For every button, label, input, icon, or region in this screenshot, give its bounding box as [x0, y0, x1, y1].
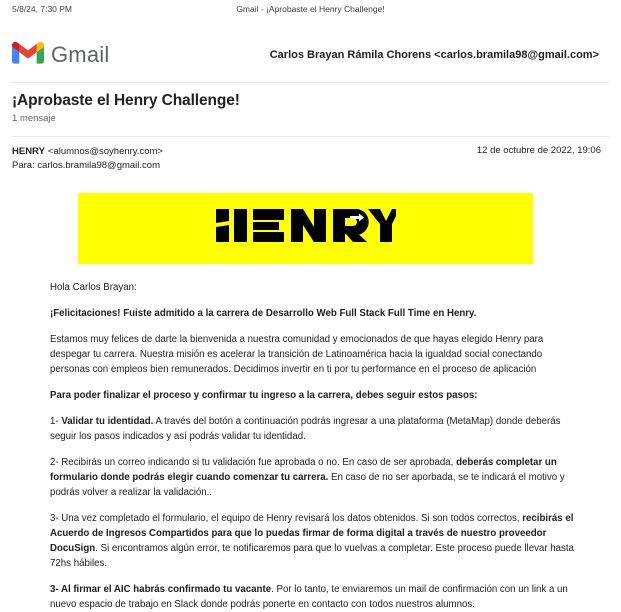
- step-3-pre: 3- Una vez completado el formulario, el equipo de Henry revisará los datos obtenidos. Si son todos correctos,: [50, 512, 523, 524]
- recipient-line: [12, 159, 163, 173]
- step-1-number: 1-: [50, 415, 62, 427]
- step-3-bold: recibirás el Acuerdo de Ingresos Compartidos para que lo puedas firmar de forma digital a través de nuestro proveedor DocuSign: [50, 512, 574, 554]
- recipient-email: carlos.bramila98@gmail.com: [37, 159, 160, 171]
- page-title: ¡Aprobaste el Henry Challenge!: [12, 92, 240, 109]
- print-timestamp: 5/8/24, 7:30 PM: [12, 4, 73, 14]
- step-1-bold: Validar tu identidad.: [61, 415, 154, 427]
- sender-email: <alumnos@soyhenry.com>: [47, 146, 163, 157]
- body-welcome: Estamos muy felices de darte la bienvenida a nuestra comunidad y emocionados de que hayas elegido Henry para despegar tu carrera. Nuestra misión es acelerar la transición de Latinoamérica hacia la igualdad social conectando personas con empleos bien remunerados. Decidimos invertir en ti por tu performance en el proceso de aplicación: [50, 333, 544, 375]
- body-greeting: Hola Carlos Brayan:: [50, 281, 137, 293]
- banner-wrap: [12, 173, 609, 264]
- email-body: [12, 280, 609, 612]
- step-1-rest: A través del botón a continuación podrás ingresar a una plataforma (MetaMap) donde deberás seguir los pasos indicados y así podrás validar tu identidad.: [50, 415, 561, 442]
- subject-block: [12, 83, 609, 130]
- step-4-number: 3-: [50, 584, 61, 595]
- step-2-bold: deberás completar un formulario donde podrás elegir cuando comenzar tu carrera.: [50, 456, 557, 483]
- step-4-bold: Al firmar el AIC habrás confirmado tu vacante: [60, 584, 272, 595]
- message-count: 1 mensaje: [12, 113, 56, 124]
- henry-banner: [78, 193, 533, 264]
- body-steps-intro: Para poder finalizar el proceso y confirmar tu ingreso a la carrera, debes seguir estos pasos:: [50, 389, 478, 401]
- sender-info: [12, 145, 163, 173]
- sender-line: [12, 145, 163, 159]
- brand-row: [12, 34, 609, 76]
- henry-logo-icon: [216, 205, 396, 252]
- gmail-wordmark: Gmail: [51, 42, 110, 67]
- body-step-3: [50, 511, 579, 571]
- print-document-title: Gmail - ¡Aprobaste el Henry Challenge!: [236, 4, 385, 14]
- step-2-pre: 2- Recibirás un correo indicando si tu validación fue aprobada o no. En caso de ser aprobada,: [50, 456, 457, 468]
- gmail-m-icon: [12, 40, 44, 70]
- sender-name: HENRY: [12, 146, 45, 157]
- step-3-post: . Si encontramos algún error, te notificaremos para que lo vuelvas a completar. Este proceso puede llevar hasta 72hs hábiles.: [50, 542, 574, 569]
- message-header: [12, 137, 609, 173]
- step-4-post: . Por lo tanto, te enviaremos un mail de confirmación con un link a un nuevo espacio de trabajo en Slack donde podrás ponerte en contacto con todos nuestros alumnos.: [50, 584, 568, 611]
- recipient-label: Para:: [12, 159, 35, 171]
- print-header: [12, 0, 609, 26]
- body-congrats: ¡Felicitaciones! Fuiste admitido a la carrera de Desarrollo Web Full Stack Full Time en Henry.: [50, 307, 477, 319]
- gmail-brand: [12, 40, 109, 70]
- account-identity: Carlos Brayan Rámila Chorens <carlos.bramila98@gmail.com>: [269, 49, 599, 61]
- step-2-post: En caso de no ser aporbada, se te indicará el motivo y podrás volver a realizar la validación..: [50, 471, 565, 498]
- body-step-2: [50, 455, 579, 500]
- message-date: 12 de octubre de 2022, 19:06: [476, 145, 601, 156]
- body-step-1: [50, 414, 579, 444]
